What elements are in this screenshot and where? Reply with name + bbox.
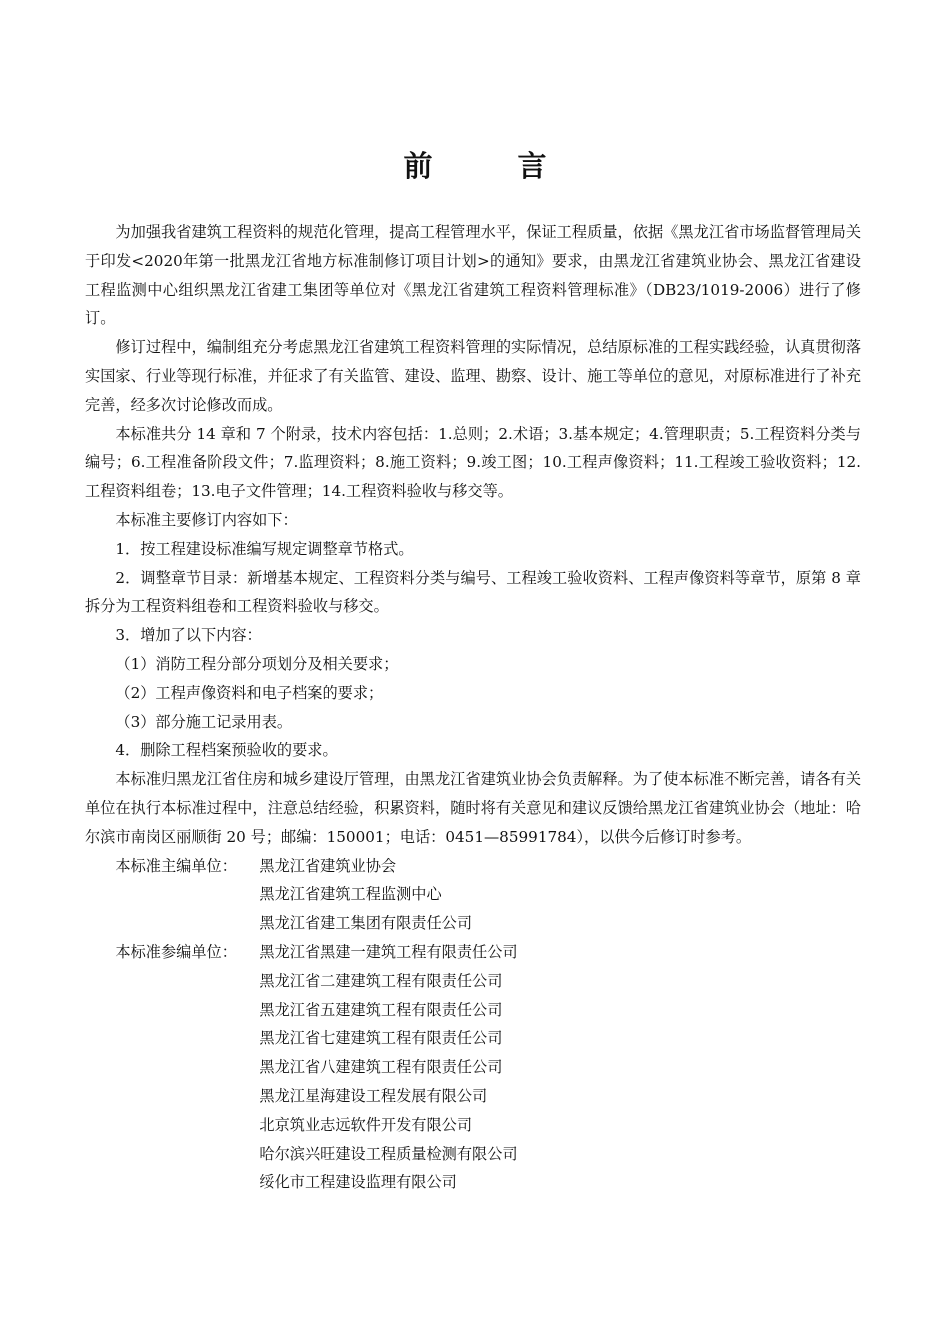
paragraph-revision-intro: 本标准主要修订内容如下： <box>115 510 298 529</box>
participating-unit-name: 黑龙江星海建设工程发展有限公司 <box>259 1086 488 1105</box>
participating-unit-name: 绥化市工程建设监理有限公司 <box>259 1173 457 1192</box>
chief-unit-name: 黑龙江省建工集团有限责任公司 <box>259 914 473 933</box>
unit-row <box>85 967 861 996</box>
paragraph-purpose: 为加强我省建筑工程资料的规范化管理，提高工程管理水平，保证工程质量，依据《黑龙江省市场监督管理局关于印发<2020年第一批黑龙江省地方标准制修订项目计划>的通知》要求，由黑龙江省建筑业协会、黑龙江省建设工程监测中心组织黑龙江省建工集团等单位对《黑龙江省建筑工程资料管理标准》（DB23/1019-2006）进行了修订。 <box>85 223 861 328</box>
revision-item-3: 3．增加了以下内容： <box>115 626 262 645</box>
unit-row <box>85 938 861 967</box>
paragraph-management: 本标准归黑龙江省住房和城乡建设厅管理，由黑龙江省建筑业协会负责解释。为了使本标准不断完善，请各有关单位在执行本标准过程中，注意总结经验，积累资料，随时将有关意见和建议反馈给黑龙江省建筑业协会（地址：哈尔滨市南岗区丽顺街 20 号；邮编：150001；电话：0451—85991784），以供今后修订时参考。 <box>85 770 861 846</box>
unit-row <box>85 1053 861 1082</box>
chief-unit-name: 黑龙江省建筑工程监测中心 <box>259 885 442 904</box>
participating-units-list <box>85 938 861 1197</box>
unit-row <box>85 909 861 938</box>
participating-unit-name: 黑龙江省黑建一建筑工程有限责任公司 <box>259 942 518 961</box>
chief-units-list <box>85 852 861 938</box>
unit-row <box>85 1111 861 1140</box>
unit-row <box>85 1140 861 1169</box>
chief-unit-name: 黑龙江省建筑业协会 <box>259 856 397 875</box>
unit-row <box>85 880 861 909</box>
participating-units-label: 本标准参编单位： <box>115 942 237 961</box>
participating-unit-name: 黑龙江省五建建筑工程有限责任公司 <box>259 1000 503 1019</box>
revision-subitem-1: （1）消防工程分部分项划分及相关要求； <box>115 654 399 673</box>
paragraph-contents: 本标准共分 14 章和 7 个附录，技术内容包括：1.总则；2.术语；3.基本规定；4.管理职责；5.工程资料分类与编号；6.工程准备阶段文件；7.监理资料；8.施工资料；9.竣工图；10.工程声像资料；11.工程竣工验收资料；12.工程资料组卷；13.电子文件管理；14.工程资料验收与移交等。 <box>85 424 861 501</box>
unit-row <box>85 1024 861 1053</box>
unit-row <box>85 1082 861 1111</box>
page-title: 前 言 <box>403 149 575 183</box>
participating-unit-name: 黑龙江省二建建筑工程有限责任公司 <box>259 971 503 990</box>
revision-subitem-3: （3）部分施工记录用表。 <box>115 712 293 731</box>
document-body <box>85 218 861 1197</box>
revision-item-2: 2．调整章节目录：新增基本规定、工程资料分类与编号、工程竣工验收资料、工程声像资料等章节，原第 8 章拆分为工程资料组卷和工程资料验收与移交。 <box>85 568 861 616</box>
chief-units-label: 本标准主编单位： <box>115 856 237 875</box>
unit-row <box>85 1168 861 1197</box>
paragraph-revision-process: 修订过程中，编制组充分考虑黑龙江省建筑工程资料管理的实际情况，总结原标准的工程实践经验，认真贯彻落实国家、行业等现行标准，并征求了有关监管、建设、监理、勘察、设计、施工等单位的意见，对原标准进行了补充完善，经多次讨论修改而成。 <box>85 338 861 414</box>
unit-row <box>85 852 861 881</box>
unit-row <box>85 996 861 1025</box>
participating-unit-name: 黑龙江省七建建筑工程有限责任公司 <box>259 1029 503 1048</box>
revision-item-1: 1．按工程建设标准编写规定调整章节格式。 <box>115 539 414 558</box>
participating-unit-name: 哈尔滨兴旺建设工程质量检测有限公司 <box>259 1144 518 1163</box>
participating-unit-name: 黑龙江省八建建筑工程有限责任公司 <box>259 1058 503 1077</box>
revision-item-4: 4．删除工程档案预验收的要求。 <box>115 741 338 760</box>
revision-subitem-2: （2）工程声像资料和电子档案的要求； <box>115 683 384 702</box>
participating-unit-name: 北京筑业志远软件开发有限公司 <box>259 1115 473 1134</box>
